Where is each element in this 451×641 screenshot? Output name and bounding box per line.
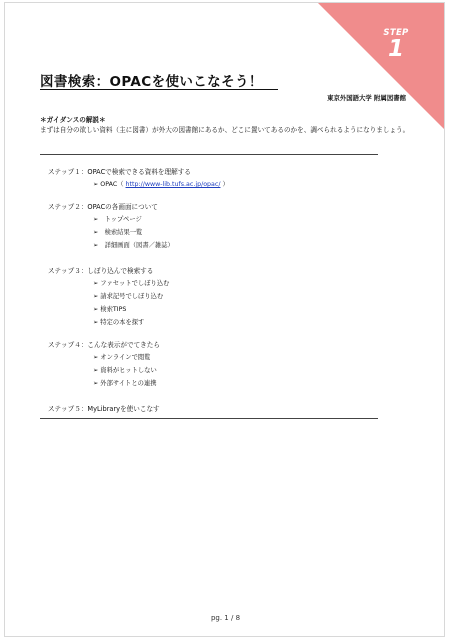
step-4-item: ➢ 資料がヒットしない (93, 367, 157, 374)
page-number: pg. 1 / 8 (210, 614, 241, 622)
divider-bottom (40, 418, 378, 419)
step-5-heading: ステップ５：MyLibraryを使いこなす (48, 405, 160, 413)
step-badge-word: STEP (383, 28, 409, 38)
step-2-item: ➢ 詳細画面（図書／雑誌） (93, 242, 174, 249)
corner-triangle (318, 3, 444, 129)
step-3-item: ➢ ファセットでしぼり込む (93, 280, 170, 287)
step-1-item-opac (93, 179, 229, 188)
step-3-heading: ステップ３：しぼり込んで検索する (48, 267, 154, 275)
step-4-item: ➢ 外部サイトとの連携 (93, 380, 157, 387)
step-1-heading: ステップ１：OPACで検索できる資料を理解する (48, 168, 191, 176)
page-title: 図書検索：OPACを使いこなそう！ (40, 74, 263, 90)
opac-link[interactable]: http://www-lib.tufs.ac.jp/opac/ (125, 181, 221, 188)
step-2-item: ➢ 検索結果一覧 (93, 229, 143, 236)
opac-suffix: ） (220, 181, 229, 188)
step-4-item: ➢ オンラインで閲覧 (93, 354, 151, 361)
guidance-heading: ＊ガイダンスの解説＊ (40, 116, 106, 124)
title-underline (40, 89, 278, 90)
opac-prefix: ➢ OPAC（ (93, 181, 126, 188)
step-4-heading: ステップ４：こんな表示がでてきたら (48, 341, 160, 349)
step-3-item: ➢ 検索TIPS (93, 306, 127, 313)
guidance-body: まずは自分の欲しい資料（主に図書）が外大の図書館にあるか、どこに置いてあるのかを、調べられるようになりましょう。 (40, 126, 410, 134)
organization-name: 東京外国語大学 附属図書館 (327, 94, 406, 102)
step-3-item: ➢ 請求記号でしぼり込む (93, 293, 164, 300)
step-2-item: ➢ トップページ (93, 216, 142, 223)
step-2-heading: ステップ２：OPACの各画面について (48, 203, 158, 211)
step-corner-badge (318, 3, 444, 129)
divider-top (40, 154, 378, 155)
step-3-item: ➢ 特定の本を探す (93, 319, 145, 326)
step-badge-number: 1 (387, 36, 404, 62)
